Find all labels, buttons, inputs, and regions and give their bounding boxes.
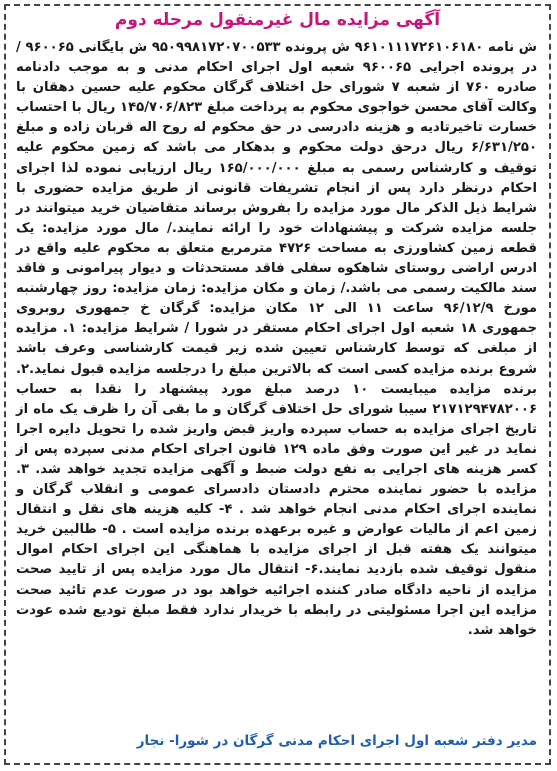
notice-body-text: ش نامه ۹۶۱۰۱۱۱۷۲۶۱۰۶۱۸۰ ش پرونده ۹۵۰۹۹۸۱۷۲۰۷۰۰۵۳۳ ش بایگانی ۹۶۰۰۶۵ / در پرونده اجرایی ۹۶۰۰۶۵ شعبه اول اجرای احکام مدنی و به موجب دادنامه صادره ۷۶۰ از شعبه ۷ شورای حل اختلاف گرگان محکوم علیه حسین دهقان با وکالت آقای محسن خواجوی محکوم به پرداخت مبلغ ۱۴۵/۷۰۶/۸۲۳ ریال با احتساب خسارت تاخیرتادیه و هزینه دادرسی در حق محکوم له روح اله قربان زاده و مبلغ ۶/۶۳۱/۲۵۰ ریال درحق دولت محکوم و بدهکار می باشد که زمین محکوم علیه توقیف و کارشناس رسمی به مبلغ ۱۶۵/۰۰۰/۰۰۰ ریال ارزیابی نموده لذا اجرای احکام درنظر دارد پس از انجام تشریفات قانونی از طریق مزایده حضوری با شرایط ذیل الذکر مال مورد مزایده را بفروش برساند متقاضیان خرید میتوانند در جلسه مزایده شرکت و پیشنهادات خود را ارائه نمایند./ مال مورد مزایده: یک قطعه زمین کشاورزی به مساحت ۴۷۲۶ مترمربع متعلق به محکوم علیه واقع در ادرس اراضی روستای شاهکوه سفلی فاقد مستحدثات و دیوار پیرامونی و فاقد سند مالکیت رسمی می باشد./ زمان و مکان مزایده: زمان مزایده: روز چهارشنبه مورخ ۹۶/۱۲/۹ ساعت ۱۱ الی ۱۲ مکان مزایده: گرگان خ جمهوری روبروی جمهوری ۱۸ شعبه اول اجرای احکام مستقر در شورا / شرایط مزایده: ۱. مزایده از مبلغی که توسط کارشناس تعیین شده زیر قیمت کارشناسی وعرف باشد شروع برنده مزایده کسی است که بالاترین مبلغ را درجلسه مزایده قبول نماید.۲. برنده مزایده میبایست ۱۰ درصد مبلغ مورد پیشنهاد را نقدا به حساب ۲۱۷۱۲۹۴۷۸۲۰۰۶ سیبا شورای حل اختلاف گرگان و ما بقی آن را ظرف یک ماه از تاریخ اجرای مزایده به حساب سپرده واریز قبض واریز شده را تحویل دایره اجرا نماید در غیر این صورت وفق ماده ۱۲۹ قانون اجرای احکام مدنی سپرده پس از کسر هزینه های اجرایی به نفع دولت ضبط و آگهی مزایده تجدید خواهد شد. ۳. مزایده با حضور نماینده محترم دادستان دادسرای عمومی و انقلاب گرگان و نماینده اجرای احکام مدنی انجام خواهد شد . ۴- کلیه هزینه های نقل و انتقال زمین اعم از مالیات عوارض و غیره برعهده برنده مزایده است . ۵- طالبین خرید میتوانند یک هفته قبل از اجرای مزایده با هماهنگی این اجرای احکام اموال منقول توقیف شده بازدید نمایند.۶- انتقال مال مورد مزایده پس از تایید صحت مزایده از ناحیه دادگاه صادر کننده اجرائیه خواهد بود در صورت عدم تائید صحت مزایده این اجرا مسئولیتی در رابطه با خریدار ندارد فقط مبلغ تودیع شده عودت خواهد شد. [16,40,538,638]
notice-frame [4,4,551,765]
notice-title: آگهی مزایده مال غیرمنقول مرحله دوم [114,10,441,30]
notice-signature: مدیر دفتر شعبه اول اجرای احکام مدنی گرگان در شورا- نجار [136,733,537,749]
notice-body [16,38,537,641]
